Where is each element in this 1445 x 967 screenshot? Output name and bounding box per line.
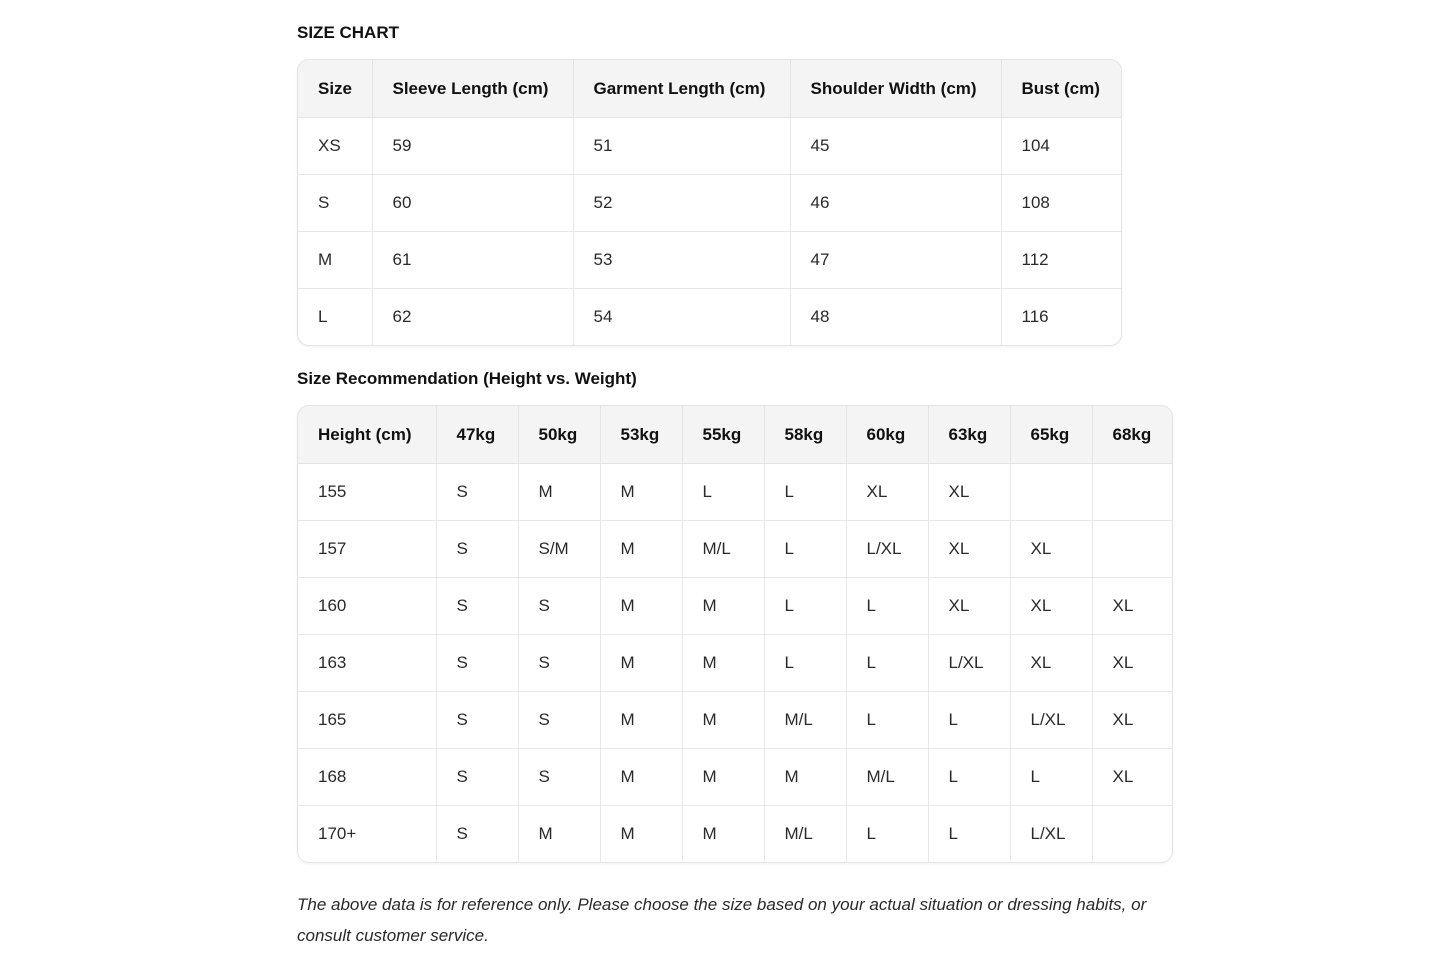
row-label-cell: XS [298, 118, 372, 175]
table-cell: 52 [573, 175, 790, 232]
table-cell: XL [1092, 692, 1172, 749]
table-cell: XL [1010, 578, 1092, 635]
table-cell: S [436, 806, 518, 863]
table-cell: S [436, 578, 518, 635]
table-cell: XL [928, 521, 1010, 578]
table-cell: S [518, 578, 600, 635]
table-cell: XL [1010, 635, 1092, 692]
column-header: Size [298, 60, 372, 118]
row-label-cell: M [298, 232, 372, 289]
table-cell: 62 [372, 289, 573, 346]
table-cell: L [764, 635, 846, 692]
table-cell: M [682, 749, 764, 806]
table-header-row [298, 406, 1172, 464]
table-cell: L [764, 464, 846, 521]
table-row [298, 692, 1172, 749]
column-header: 55kg [682, 406, 764, 464]
table-cell: 108 [1001, 175, 1121, 232]
table-cell [1010, 464, 1092, 521]
table-cell: S [518, 635, 600, 692]
table-cell: M [518, 464, 600, 521]
column-header: Bust (cm) [1001, 60, 1121, 118]
table-cell [1092, 464, 1172, 521]
table-row [298, 232, 1121, 289]
table-cell: XL [1010, 521, 1092, 578]
table-cell: M/L [764, 692, 846, 749]
disclaimer-note: The above data is for reference only. Please choose the size based on your actual situation or dressing habits, or consult customer service. [297, 895, 1147, 945]
table-cell: M [600, 806, 682, 863]
size-recommendation-table-container [297, 405, 1173, 863]
table-cell: S [436, 464, 518, 521]
table-cell: S [518, 692, 600, 749]
table-cell: M [682, 692, 764, 749]
column-header: 50kg [518, 406, 600, 464]
table-cell: 46 [790, 175, 1001, 232]
row-label-cell: 170+ [298, 806, 436, 863]
table-cell: L [928, 749, 1010, 806]
size-chart-table [298, 60, 1121, 345]
table-cell: 59 [372, 118, 573, 175]
table-row [298, 635, 1172, 692]
table-cell: S [436, 521, 518, 578]
size-recommendation-table [298, 406, 1172, 862]
table-cell: L/XL [928, 635, 1010, 692]
table-cell: M [764, 749, 846, 806]
column-header: 68kg [1092, 406, 1172, 464]
table-cell: S [436, 635, 518, 692]
table-cell: L/XL [846, 521, 928, 578]
column-header: 60kg [846, 406, 928, 464]
column-header: Height (cm) [298, 406, 436, 464]
table-cell: L [846, 578, 928, 635]
table-cell [1092, 521, 1172, 578]
size-chart-table-container [297, 59, 1122, 346]
size-chart-title: SIZE CHART [297, 23, 399, 42]
table-cell: 51 [573, 118, 790, 175]
column-header: Garment Length (cm) [573, 60, 790, 118]
row-label-cell: L [298, 289, 372, 346]
table-cell: XL [928, 578, 1010, 635]
table-cell: L [764, 521, 846, 578]
table-cell: 47 [790, 232, 1001, 289]
column-header: 63kg [928, 406, 1010, 464]
table-cell: M [600, 749, 682, 806]
table-row [298, 464, 1172, 521]
table-cell: L [846, 806, 928, 863]
table-cell: L [764, 578, 846, 635]
row-label-cell: 163 [298, 635, 436, 692]
row-label-cell: 168 [298, 749, 436, 806]
table-cell [1092, 806, 1172, 863]
table-cell: L [682, 464, 764, 521]
table-cell: S [436, 692, 518, 749]
row-label-cell: 155 [298, 464, 436, 521]
table-cell: M [600, 635, 682, 692]
table-cell: M [600, 521, 682, 578]
table-cell: XL [846, 464, 928, 521]
table-cell: 53 [573, 232, 790, 289]
table-cell: L [928, 806, 1010, 863]
table-cell: 48 [790, 289, 1001, 346]
table-cell: L/XL [1010, 692, 1092, 749]
table-cell: 60 [372, 175, 573, 232]
table-cell: L [1010, 749, 1092, 806]
table-row [298, 521, 1172, 578]
table-cell: L [846, 692, 928, 749]
table-cell: 112 [1001, 232, 1121, 289]
table-row [298, 806, 1172, 863]
column-header: 53kg [600, 406, 682, 464]
table-cell: 116 [1021, 307, 1049, 326]
table-row [298, 578, 1172, 635]
table-row [298, 749, 1172, 806]
table-cell: L [928, 692, 1010, 749]
table-cell: M [518, 806, 600, 863]
table-cell: 54 [573, 289, 790, 346]
table-cell: M [600, 464, 682, 521]
table-header-row [298, 60, 1121, 118]
table-cell: S [518, 749, 600, 806]
table-cell: XL [928, 464, 1010, 521]
table-cell: M [682, 635, 764, 692]
column-header: 47kg [436, 406, 518, 464]
row-label-cell: 160 [298, 578, 436, 635]
table-cell: S [436, 749, 518, 806]
table-cell: 61 [372, 232, 573, 289]
column-header: Shoulder Width (cm) [790, 60, 1001, 118]
table-cell: XL [1092, 749, 1172, 806]
column-header: 58kg [764, 406, 846, 464]
row-label-cell: 157 [298, 521, 436, 578]
table-cell: M/L [846, 749, 928, 806]
table-cell: XL [1092, 578, 1172, 635]
table-cell: M [600, 692, 682, 749]
table-cell: 45 [790, 118, 1001, 175]
table-cell: M/L [682, 521, 764, 578]
row-label-cell: S [298, 175, 372, 232]
table-cell: L/XL [1010, 806, 1092, 863]
table-cell: S/M [518, 521, 600, 578]
table-cell: M [682, 806, 764, 863]
column-header: Sleeve Length (cm) [372, 60, 573, 118]
table-cell: M [682, 578, 764, 635]
table-row [298, 118, 1121, 175]
table-row [298, 175, 1121, 232]
table-cell: 104 [1001, 118, 1121, 175]
table-cell: L [846, 635, 928, 692]
size-recommendation-title: Size Recommendation (Height vs. Weight) [297, 369, 637, 388]
table-cell: XL [1092, 635, 1172, 692]
table-cell: M [600, 578, 682, 635]
table-row [298, 289, 1121, 346]
column-header: 65kg [1010, 406, 1092, 464]
row-label-cell: 165 [298, 692, 436, 749]
table-cell: M/L [764, 806, 846, 863]
